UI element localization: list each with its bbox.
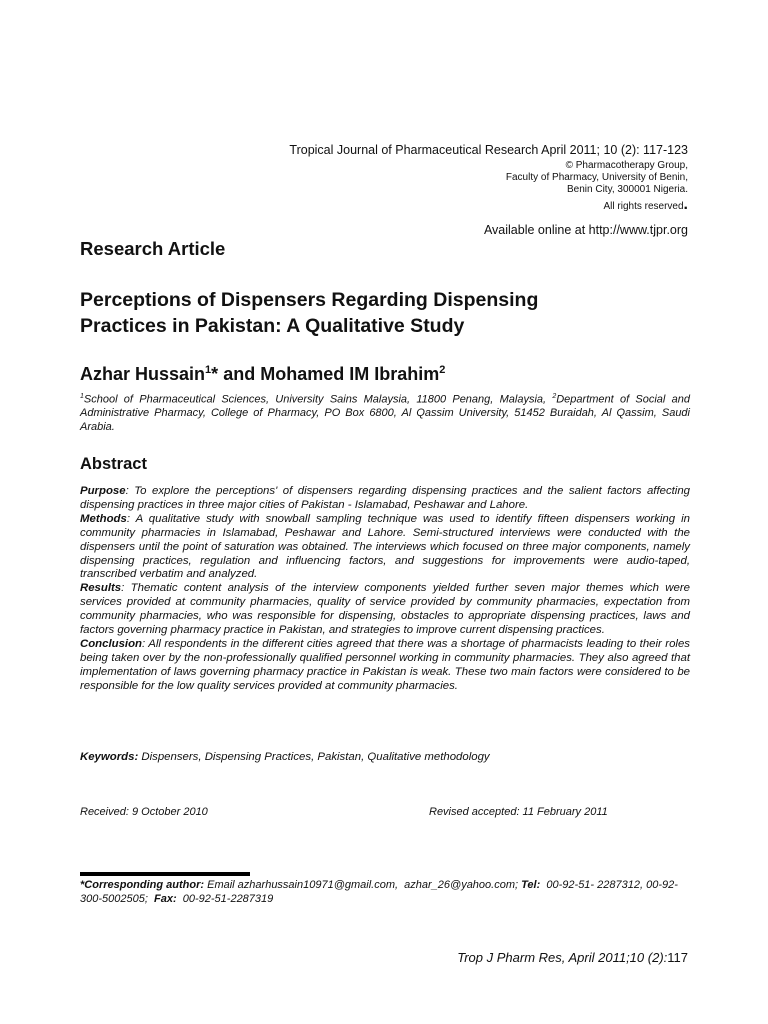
available-online-link[interactable]: Available online at http://www.tjpr.org <box>483 223 688 237</box>
title-line: Perceptions of Dispensers Regarding Dispensing <box>80 289 539 311</box>
abstract-purpose <box>80 485 690 513</box>
received-date: Received: 9 October 2010 <box>80 806 208 818</box>
publisher-line: © Pharmacotherapy Group, <box>565 160 688 171</box>
keywords <box>80 751 690 763</box>
abstract-results <box>80 582 690 638</box>
author-join: and <box>218 364 261 384</box>
keywords-label: Keywords: <box>80 751 139 763</box>
tel-label: Tel: <box>521 879 541 891</box>
section-label: Methods <box>80 512 127 525</box>
corresponding-star: * <box>211 364 219 384</box>
article-type-heading: Research Article <box>80 238 226 259</box>
author-name: Mohamed IM Ibrahim <box>260 364 440 384</box>
abstract-heading: Abstract <box>80 455 147 473</box>
publisher-block <box>506 160 688 196</box>
abstract-conclusion <box>80 638 690 694</box>
author-name: Azhar Hussain <box>80 364 206 384</box>
rights-notice <box>604 196 688 214</box>
affiliation-text: Department of Social and Administrative Pharmacy, College of Pharmacy, PO Box 6800, Al Qassim University, 51452 Buraidah, Al Qassim, Saudi Arabia. <box>80 393 690 433</box>
section-text: : All respondents in the different cities agreed that there was a shortage of pharmacists leading to their roles being taken over by the non-professionally qualified personnel working in community pharmacies. They also agreed that implementation of laws governing pharmacy practice in Pakistan is weak. These two main factors were considered to be responsible for the low quality services provided at community pharmacies. <box>80 637 690 692</box>
fax-text: 00-92-51-2287319 <box>176 892 274 905</box>
journal-citation-header: Tropical Journal of Pharmaceutical Research April 2011; 10 (2): 117-123 <box>289 143 688 157</box>
footer-citation: Trop J Pharm Res, April 2011;10 (2): <box>457 950 668 965</box>
fax-label: Fax: <box>154 892 177 905</box>
rights-text: All rights reserved <box>603 201 684 212</box>
paper-title <box>80 287 680 339</box>
abstract-methods <box>80 513 690 583</box>
publisher-line: Faculty of Pharmacy, University of Benin, <box>505 172 688 183</box>
section-text: : A qualitative study with snowball sampling technique was used to identify fifteen dispensers working in community pharmacies in Islamabad, Peshawar and Lahore. Semi-structured interviews were conducted with the dispensers until the point of saturation was obtained. The interviews which focused on three major components, namely dispensing practices, regulation and influencing factors, and suggestions for improvements were audio-taped, transcribed verbatim and analyzed. <box>80 512 690 581</box>
abstract-body <box>80 485 690 694</box>
revised-date: Revised accepted: 11 February 2011 <box>429 806 608 818</box>
section-label: Purpose <box>80 485 126 497</box>
author-affil-marker: 2 <box>439 364 446 376</box>
section-text: : Thematic content analysis of the interview components yielded further seven major themes which were services provided at community pharmacies, quality of service provided by community pharmacies, expectation from community pharmacies, who was responsible for dispensing, obstacles to appropriate dispensing practices, laws and factors governing pharmacy practice in Pakistan, and strategies to improve current dispensing practices. <box>80 582 690 637</box>
section-label: Results <box>80 582 122 595</box>
keywords-text: Dispensers, Dispensing Practices, Pakistan, Qualitative methodology <box>138 751 490 763</box>
corresponding-author-note <box>80 879 690 906</box>
publisher-line: Benin City, 300001 Nigeria. <box>567 184 688 195</box>
affil-marker: 1 <box>80 393 84 400</box>
section-text: : To explore the perceptions' of dispensers regarding dispensing practices and the salient factors affecting dispensing practices in three major cities of Pakistan - Islamabad, Peshawar and Lahore. <box>80 485 690 511</box>
authors-line <box>80 364 445 385</box>
rights-dot: . <box>683 196 688 213</box>
page-number: 117 <box>667 950 688 965</box>
author-affil-marker: 1 <box>205 364 212 376</box>
page-footer <box>457 950 688 965</box>
footnote-divider <box>80 872 250 876</box>
affiliations <box>80 390 690 434</box>
affil-marker: 2 <box>552 393 557 400</box>
title-line: Practices in Pakistan: A Qualitative Study <box>80 315 465 337</box>
section-label: Conclusion <box>80 637 143 650</box>
corresp-email: Email azharhussain10971@gmail.com, azhar_26@yahoo.com; <box>204 879 522 891</box>
corresp-label: *Corresponding author: <box>80 879 205 891</box>
affiliation-text: School of Pharmaceutical Sciences, University Sains Malaysia, 11800 Penang, Malaysia, <box>83 393 553 406</box>
tel-text: 00-92-51- 2287312, 00-92-300-5002505; <box>80 879 678 905</box>
